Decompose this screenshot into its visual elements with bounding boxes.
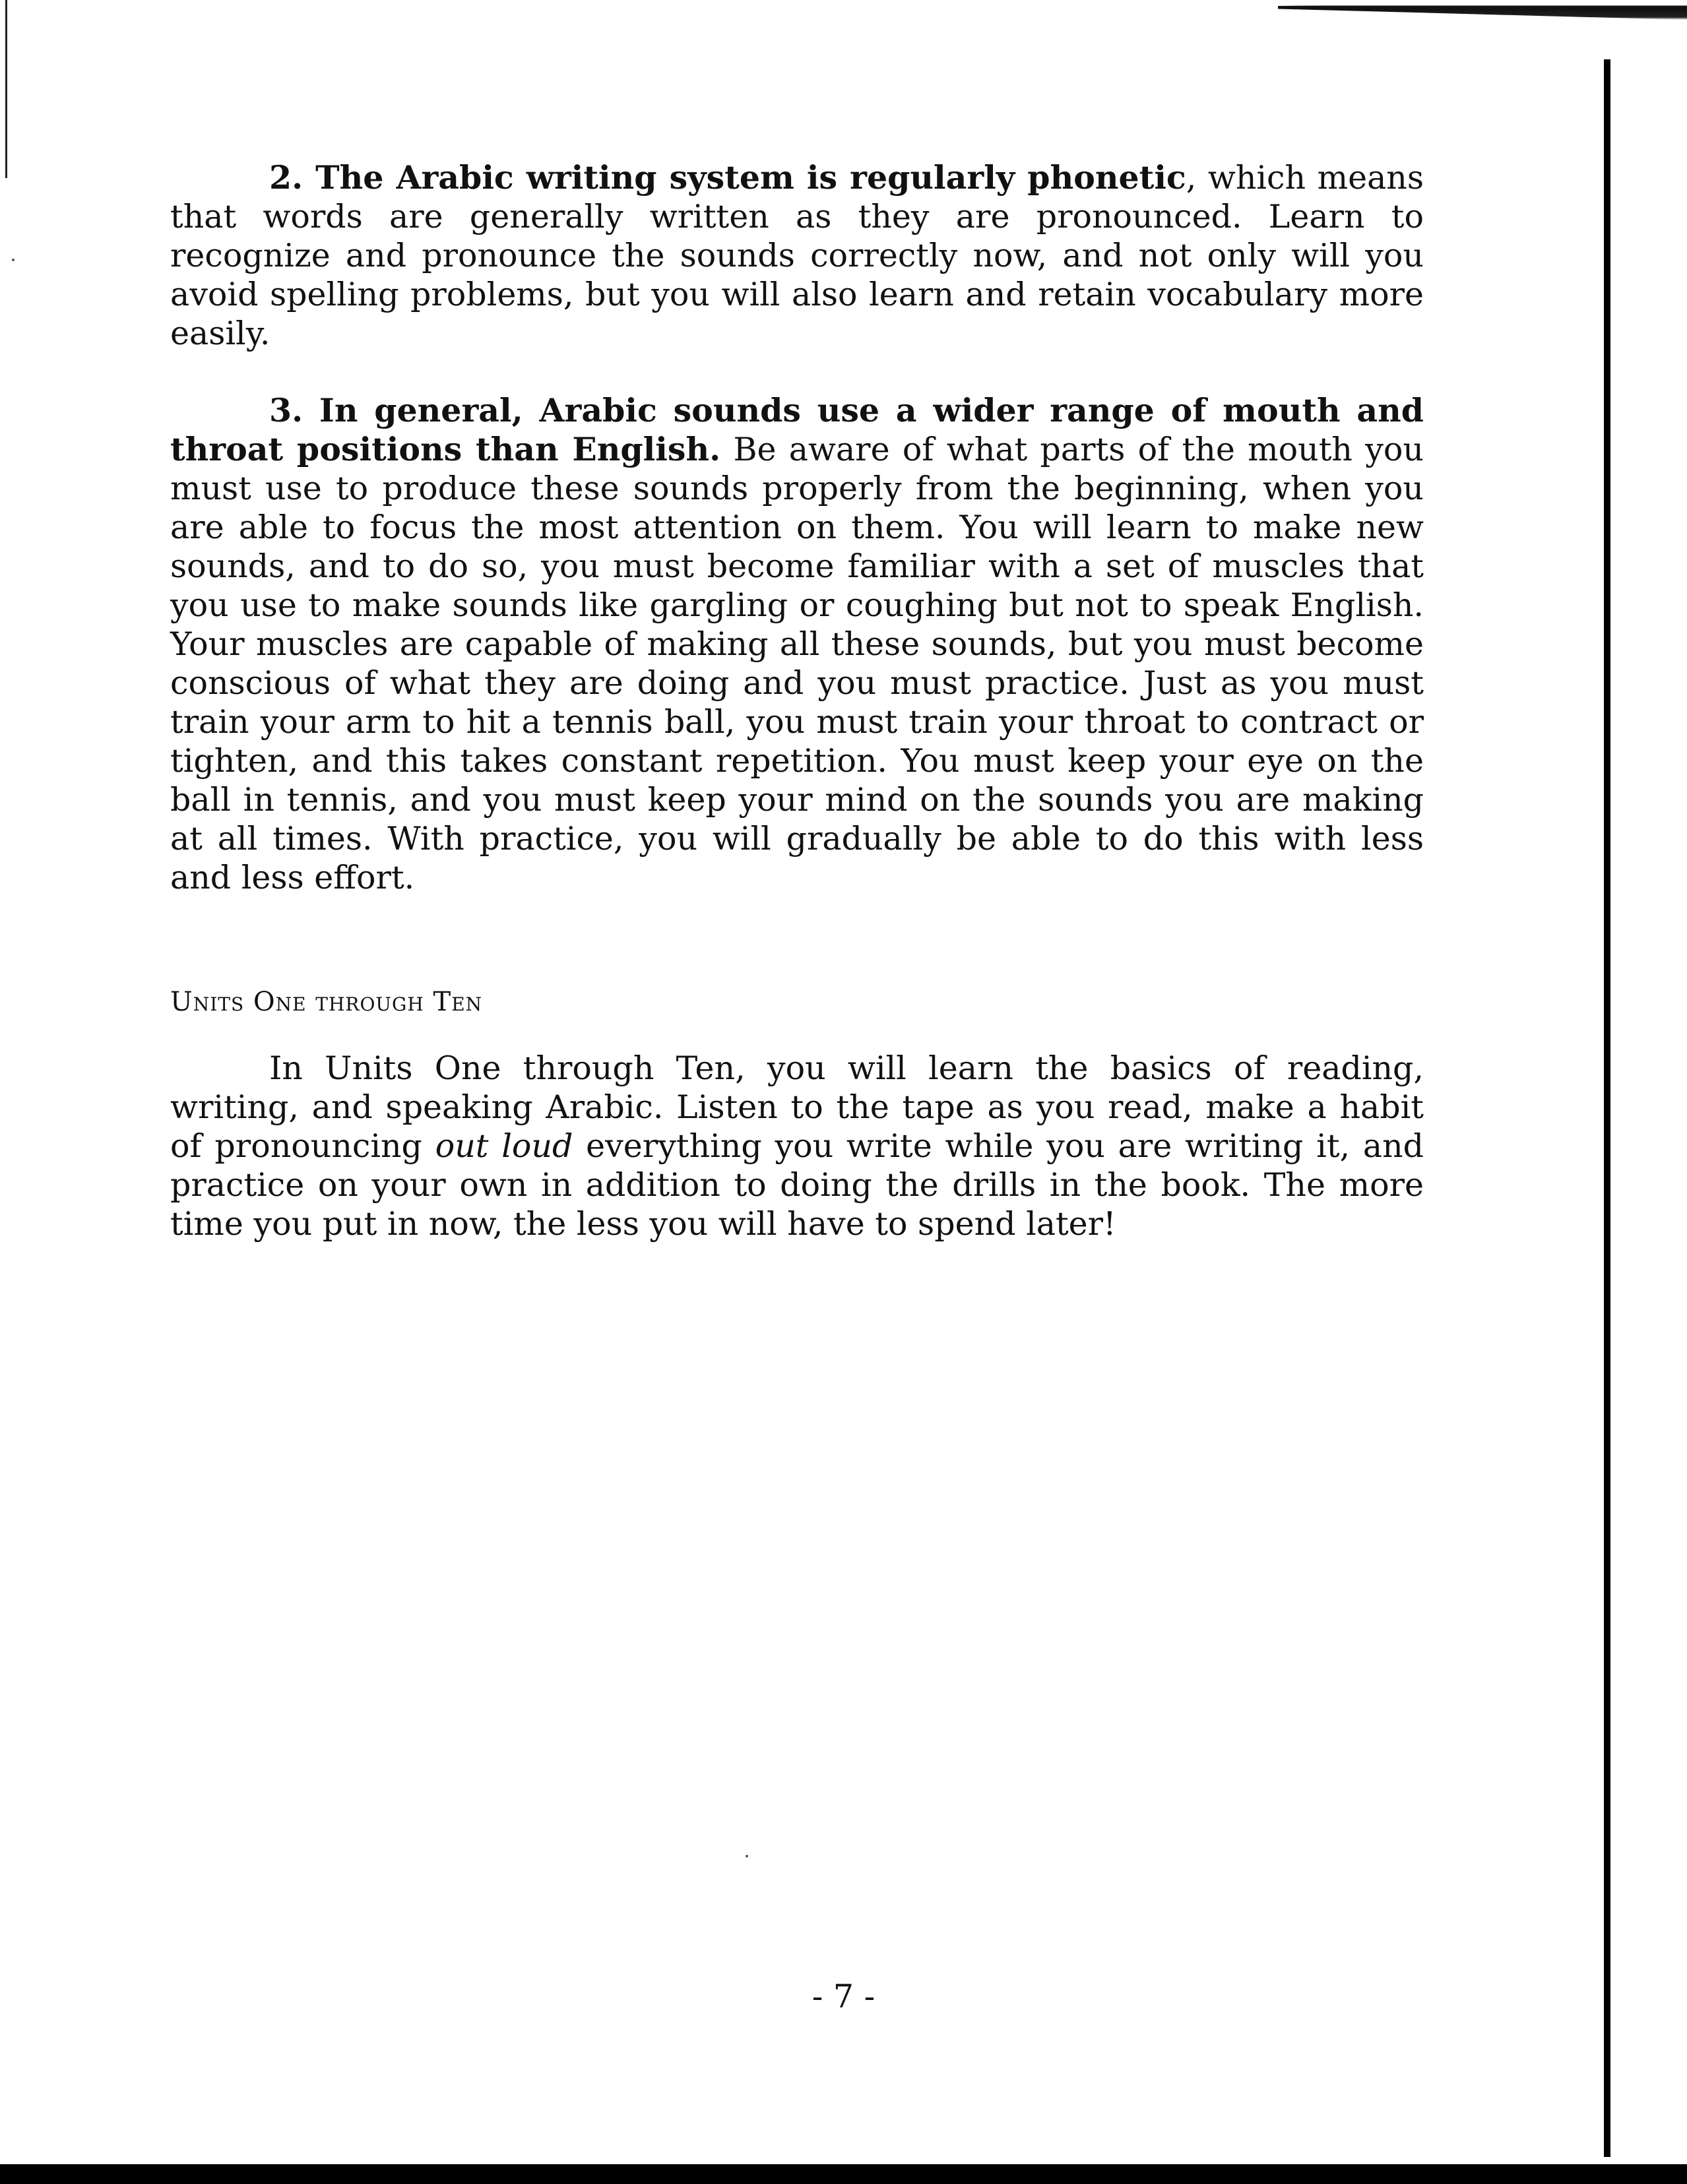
paragraph-text: everything you write while you are writing it, and practice on your own in addition to doing the drills in the book. The more time you put in now, the less you will have to spend later! [170, 1127, 1424, 1243]
paragraph-writing-system [170, 158, 1424, 353]
paragraph-sounds [170, 391, 1424, 897]
page-number: - 7 - [812, 1978, 875, 2015]
scan-right-edge [1604, 59, 1610, 2157]
paragraph-body: Be aware of what parts of the mouth you must use to produce these sounds properly from the beginning, when you are able to focus the most attention on them. You will learn to make new sounds, and to do so, you must become familiar with a set of muscles that you use to make sounds like gargling or coughing but not to speak English. Your muscles are capable of making all these sounds, but you must become conscious of what they are doing and you must practice. Just as you must train your arm to hit a tennis ball, you must train your throat to contract or tighten, and this takes constant repetition. You must keep your eye on the ball in tennis, and you must keep your mind on the sounds you are making at all times. With practice, you will gradually be able to do this with less and less effort. [170, 431, 1424, 896]
paragraph-italic: out loud [435, 1127, 573, 1165]
scan-speck [12, 259, 15, 261]
paragraph-text: In Units One through Ten, you will learn the basics of reading, writing, and speaking Arabic. Listen to the tape as you read, make a habit of pronouncing [170, 1049, 1424, 1165]
section-heading: Units One through Ten [170, 987, 483, 1017]
scan-top-edge [1278, 0, 1687, 20]
scan-bottom-edge [0, 2164, 1687, 2184]
page-content [170, 158, 1424, 1243]
scan-speck [746, 1855, 748, 1857]
paragraph-lead: 2. The Arabic writing system is regularly phonetic [269, 158, 1186, 197]
paragraph-lead: 3. In general, Arabic sounds use a wider range of mouth and throat positions than English. [170, 391, 1424, 468]
paragraph-units [170, 1049, 1424, 1243]
paragraph-body: , which means that words are generally written as they are pronounced. Learn to recognize and pronounce the sounds correctly now, and not only will you avoid spelling problems, but you will also learn and retain vocabulary more easily. [170, 159, 1424, 352]
scan-left-edge [5, 0, 7, 178]
